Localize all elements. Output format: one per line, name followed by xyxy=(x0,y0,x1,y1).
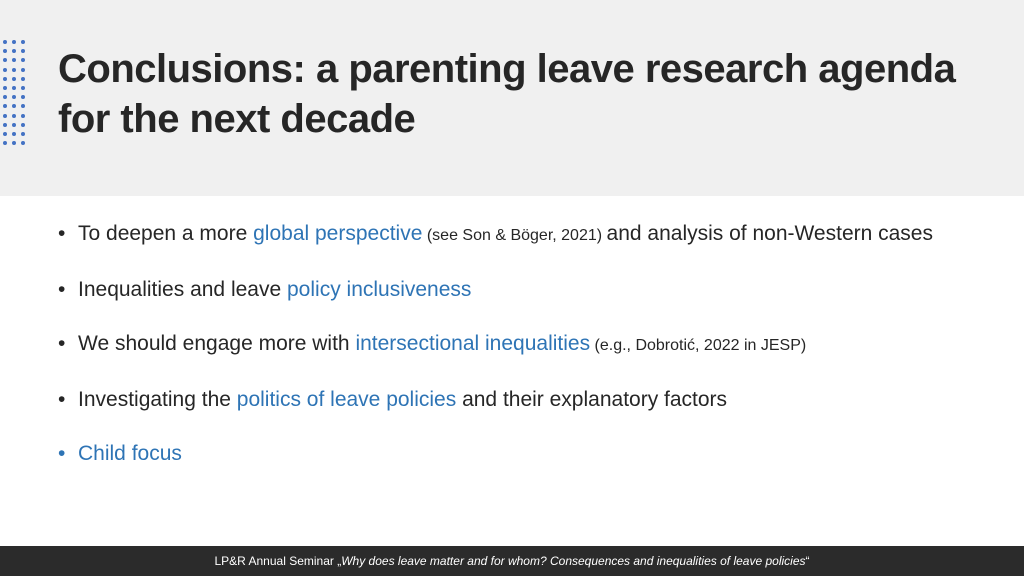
bullet-intersectional-inequalities xyxy=(58,328,938,361)
bullet-marker: • xyxy=(58,332,66,355)
bullet-text: To deepen a more xyxy=(78,222,254,245)
bullet-text: We should engage more with xyxy=(78,332,356,355)
footer-bar xyxy=(0,546,1024,576)
bullet-text-continued: and analysis of non-Western cases xyxy=(606,222,933,245)
bullet-child-focus xyxy=(58,438,938,469)
footer-prefix: LP&R Annual Seminar „ xyxy=(214,554,342,568)
title-band xyxy=(0,0,1024,196)
bullet-highlight: intersectional inequalities xyxy=(355,332,591,355)
bullet-highlight: Child focus xyxy=(78,442,182,465)
footer-seminar-title: Why does leave matter and for whom? Consequences and inequalities of leave policies xyxy=(341,554,806,568)
bullet-marker: • xyxy=(58,222,66,245)
bullet-citation: (e.g., Dobrotić, 2022 in JESP) xyxy=(590,337,807,354)
bullet-text-continued: and their explanatory factors xyxy=(456,388,728,411)
bullet-global-perspective xyxy=(58,218,938,251)
bullet-highlight: policy inclusiveness xyxy=(287,278,472,301)
bullet-marker: • xyxy=(58,388,66,411)
bullet-marker: • xyxy=(58,278,66,301)
footer-suffix: “ xyxy=(805,554,810,568)
bullet-highlight: global perspective xyxy=(253,222,423,245)
bullet-citation: (see Son & Böger, 2021) xyxy=(422,227,607,244)
bullet-marker: • xyxy=(58,442,66,465)
bullet-list xyxy=(58,218,938,492)
bullet-politics-of-leave xyxy=(58,384,938,415)
bullet-text: Inequalities and leave xyxy=(78,278,287,301)
bullet-highlight: politics of leave policies xyxy=(236,388,457,411)
decorative-dot-grid-icon xyxy=(3,40,25,156)
slide-title: Conclusions: a parenting leave research agenda for the next decade xyxy=(58,47,956,141)
bullet-text: Investigating the xyxy=(78,388,237,411)
bullet-policy-inclusiveness xyxy=(58,274,938,305)
